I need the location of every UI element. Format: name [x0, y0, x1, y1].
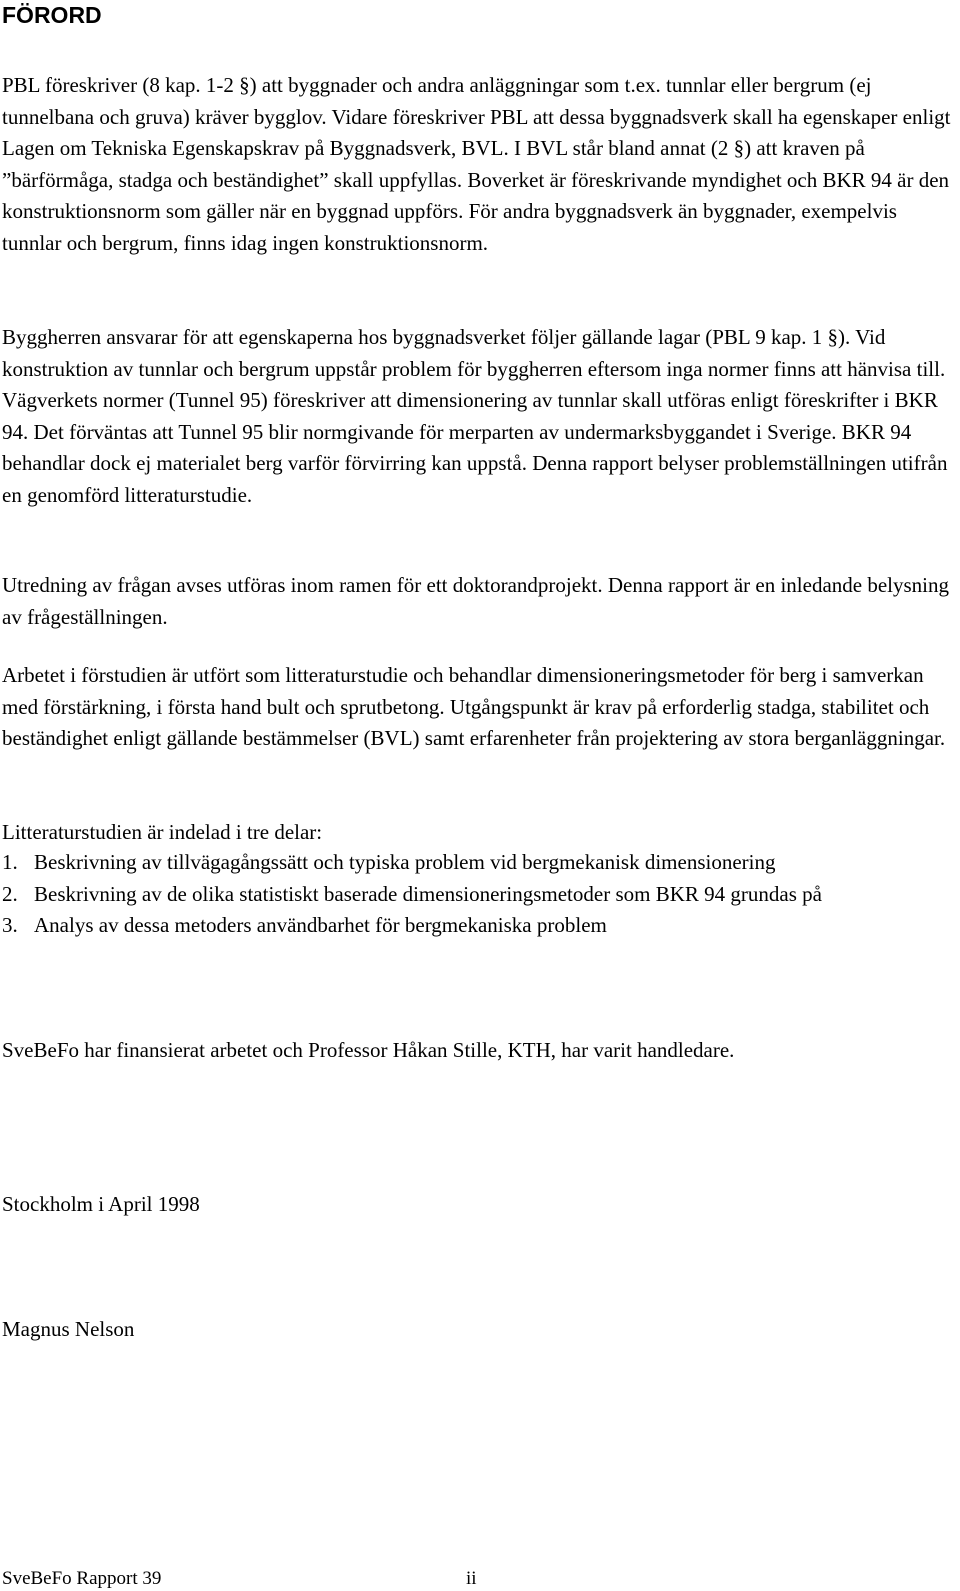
paragraph-intro: PBL föreskriver (8 kap. 1-2 §) att byggnader och andra anläggningar som t.ex. tunnlar eller bergrum (ej tunnelbana och gruva) kräver bygglov. Vidare föreskriver PBL att dessa byggnadsverk skall ha egenskaper enligt Lagen om Tekniska Egenskapskrav på Byggnadsverk, BVL. I BVL står bland annat (2 §) att kraven på ”bärförmåga, stadga och beständighet” skall uppfyllas. Boverket är föreskrivande myndighet och BKR 94 är den konstruktionsnorm som gäller när en byggnad uppförs. För andra byggnadsverk än byggnader, exempelvis tunnlar och bergrum, finns idag ingen konstruktionsnorm.	[2, 73, 951, 255]
list-item-number: 1.	[2, 850, 18, 874]
list-item	[2, 910, 952, 942]
paragraph-investigation: Utredning av frågan avses utföras inom ramen för ett doktorandprojekt. Denna rapport är en inledande belysning av frågeställningen.	[2, 573, 950, 629]
list-item-number: 3.	[2, 913, 18, 937]
footer-report-name: SveBeFo Rapport 39	[2, 1568, 162, 1589]
author-signature: Magnus Nelson	[2, 1317, 135, 1341]
paragraph-prestudy: Arbetet i förstudien är utfört som litteraturstudie och behandlar dimensioneringsmetoder för berg i samverkan med förstärkning, i första hand bult och sprutbetong. Utgångspunkt är krav på erforderlig stadga, stabilitet och beständighet enligt gällande bestämmelser (BVL) samt erfarenheter från projektering av stora berganläggningar.	[2, 663, 946, 750]
paragraph-builder-responsibility: Byggherren ansvarar för att egenskaperna hos byggnadsverket följer gällande lagar (PBL 9 kap. 1 §). Vid konstruktion av tunnlar och bergrum uppstår problem för byggherren eftersom inga normer finns att hänvisa till. Vägverkets normer (Tunnel 95) föreskriver att dimensionering av tunnlar skall utföras enligt föreskrifter i BKR 94. Det förväntas att Tunnel 95 blir normgivande för merparten av undermarksbyggandet i Sverige. BKR 94 behandlar dock ej materialet berg varför förvirring kan uppstå. Denna rapport belyser problemställningen utifrån en genomförd litteraturstudie.	[2, 325, 948, 507]
study-parts-list	[2, 847, 952, 942]
list-item-text: Beskrivning av de olika statistiskt baserade dimensioneringsmetoder som BKR 94 grundas på	[34, 881, 822, 906]
page-heading: FÖRORD	[2, 2, 102, 28]
list-item-text: Analys av dessa metoders användbarhet för bergmekaniska problem	[34, 913, 607, 937]
list-item	[2, 847, 952, 879]
footer-page-number: ii	[466, 1568, 477, 1589]
place-date: Stockholm i April 1998	[2, 1192, 200, 1216]
paragraph-funding: SveBeFo har finansierat arbetet och Professor Håkan Stille, KTH, har varit handledare.	[2, 1038, 735, 1062]
list-item	[2, 879, 952, 911]
list-item-text: Beskrivning av tillvägagångssätt och typiska problem vid bergmekanisk dimensionering	[34, 850, 776, 874]
list-item-number: 2.	[2, 881, 18, 906]
paragraph-list-intro: Litteraturstudien är indelad i tre delar:	[2, 820, 323, 844]
